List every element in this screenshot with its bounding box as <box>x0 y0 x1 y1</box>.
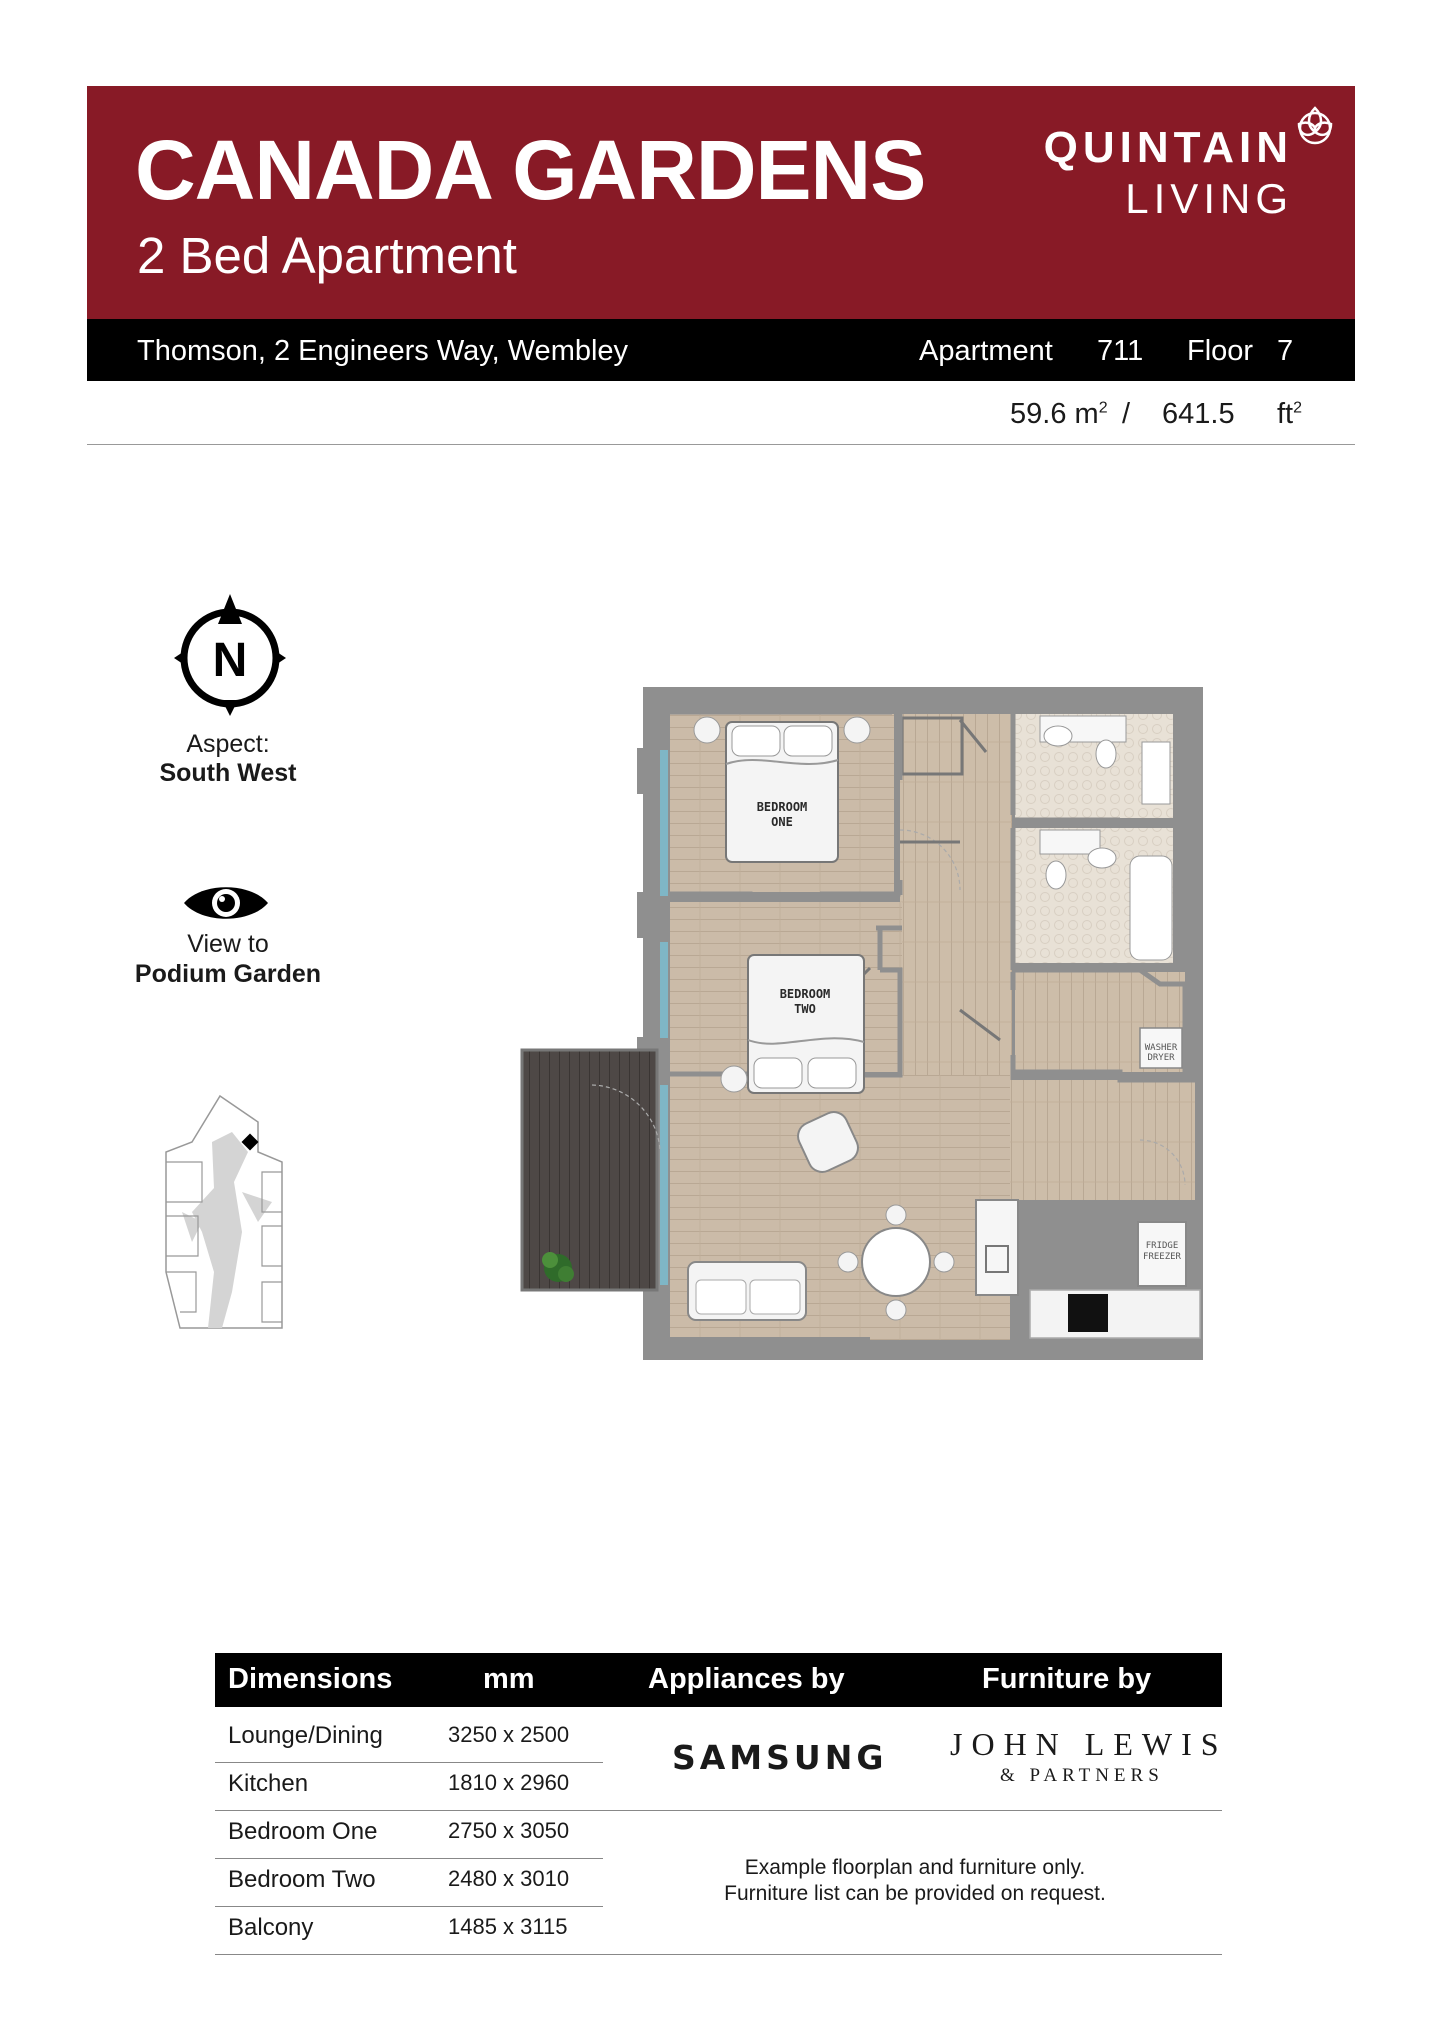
row-value-lounge: 3250 x 2500 <box>448 1722 570 1747</box>
john-lewis-logo-subline: & PARTNERS <box>1000 1765 1164 1786</box>
svg-text:FRIDGE: FRIDGE <box>1145 1241 1179 1251</box>
svg-text:ONE: ONE <box>771 815 793 829</box>
row-value-kitchen: 1810 x 2960 <box>448 1770 570 1795</box>
header-banner <box>87 86 1355 319</box>
balcony <box>522 1050 657 1290</box>
hob-icon <box>1068 1294 1108 1332</box>
compass-letter: N <box>212 634 248 687</box>
address-text: Thomson, 2 Engineers Way, Wembley <box>137 335 629 367</box>
floor-label: Floor <box>1187 335 1254 367</box>
row-name-bedroom-one: Bedroom One <box>228 1818 378 1845</box>
row-value-bedroom-two: 2480 x 3010 <box>448 1866 570 1891</box>
header-divider <box>87 444 1355 445</box>
header-furniture: Furniture by <box>982 1663 1152 1695</box>
floor-number: 7 <box>1277 335 1294 367</box>
aspect-label: Aspect: <box>186 730 270 758</box>
basin-icon <box>1044 726 1072 746</box>
quintain-living-logo <box>1043 123 1293 222</box>
apartment-type: 2 Bed Apartment <box>137 227 517 284</box>
specification-table-header <box>215 1653 1222 1707</box>
view-value: Podium Garden <box>134 960 322 988</box>
disclaimer-line-2: Furniture list can be provided on request. <box>724 1882 1106 1905</box>
window-bedroom-two <box>660 942 668 1038</box>
header-mm: mm <box>483 1663 535 1695</box>
kitchen-counter <box>1030 1290 1200 1338</box>
svg-text:FREEZER: FREEZER <box>1143 1252 1181 1262</box>
toilet-icon <box>1096 740 1116 768</box>
aspect-value: South West <box>159 759 297 787</box>
view-label: View to <box>187 930 269 958</box>
window-bedroom-one <box>660 750 668 896</box>
john-lewis-logo: JOHN LEWIS <box>950 1726 1228 1762</box>
area-separator: / <box>1122 398 1131 430</box>
header-dimensions: Dimensions <box>228 1663 393 1695</box>
row-value-bedroom-one: 2750 x 3050 <box>448 1818 570 1843</box>
svg-text:WASHER: WASHER <box>1144 1043 1178 1053</box>
area-sqft-unit: $ft^2$ <box>1277 398 1303 430</box>
floor-plan <box>520 680 1210 1360</box>
apartment-label: Apartment <box>919 335 1053 367</box>
north-compass-icon <box>172 592 288 716</box>
trefoil-logo-icon <box>1293 104 1337 148</box>
svg-text:DRYER: DRYER <box>1147 1053 1175 1063</box>
samsung-logo: SAMSUNG <box>672 1738 888 1777</box>
bath-icon <box>1130 856 1172 960</box>
brand-line-2: LIVING <box>1125 175 1293 222</box>
building-key-plan <box>162 1092 296 1332</box>
kitchen-sink-unit <box>976 1200 1018 1295</box>
area-sqm: 59.6 $m^2$ <box>1010 398 1108 430</box>
row-name-balcony: Balcony <box>228 1914 314 1941</box>
apartment-number: 711 <box>1097 335 1144 367</box>
svg-text:BEDROOM: BEDROOM <box>779 987 831 1001</box>
area-sqft: 641.5 <box>1162 398 1235 430</box>
svg-text:TWO: TWO <box>794 1002 816 1016</box>
shower-tray <box>1142 742 1170 804</box>
row-name-bedroom-two: Bedroom Two <box>228 1866 376 1893</box>
svg-text:BEDROOM: BEDROOM <box>756 800 808 814</box>
development-title: CANADA GARDENS <box>135 123 926 217</box>
eye-icon <box>182 880 270 926</box>
address-bar <box>87 319 1355 381</box>
row-name-lounge: Lounge/Dining <box>228 1722 383 1749</box>
sofa <box>688 1262 806 1320</box>
window-lounge <box>660 1085 668 1285</box>
row-name-kitchen: Kitchen <box>228 1770 309 1797</box>
brand-line-1: QUINTAIN <box>1043 123 1293 172</box>
disclaimer-line-1: Example floorplan and furniture only. <box>744 1856 1086 1879</box>
header-appliances: Appliances by <box>648 1663 845 1695</box>
row-value-balcony: 1485 x 3115 <box>448 1914 568 1939</box>
